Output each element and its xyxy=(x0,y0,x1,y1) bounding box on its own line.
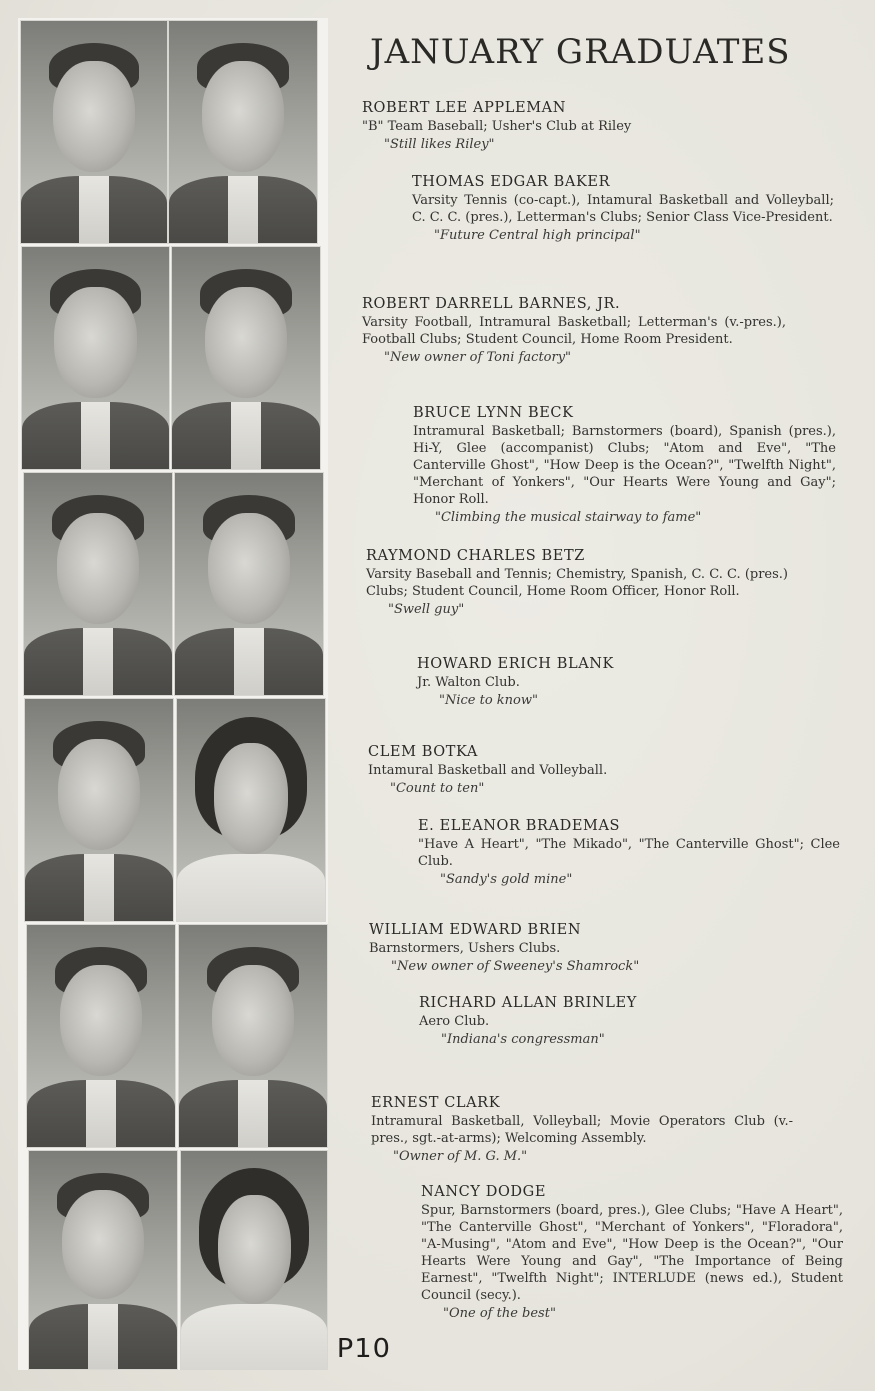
graduate-quote: "Future Central high principal" xyxy=(434,228,641,243)
graduate-name: RICHARD ALLAN BRINLEY xyxy=(419,995,637,1011)
portrait-photo xyxy=(168,20,318,244)
page-title: JANUARY GRADUATES xyxy=(370,32,791,72)
graduate-name: CLEM BOTKA xyxy=(368,744,478,760)
graduate-activities: Intamural Basketball and Volleyball. xyxy=(368,763,608,778)
portrait-photo xyxy=(178,924,328,1148)
portrait-photo xyxy=(26,924,176,1148)
graduate-quote: "New owner of Toni factory" xyxy=(384,350,572,365)
photo-column xyxy=(18,18,328,1370)
graduate-activities: "Have A Heart", "The Mikado", "The Canterville Ghost"; Clee Club. xyxy=(418,837,840,869)
graduate-entry xyxy=(369,920,789,976)
portrait-photo xyxy=(176,698,326,922)
portrait-photo xyxy=(180,1150,328,1370)
graduate-entry xyxy=(421,1182,843,1323)
graduate-quote: "Climbing the musical stairway to fame" xyxy=(435,510,702,525)
graduate-name: ROBERT DARRELL BARNES, JR. xyxy=(362,296,621,312)
graduate-entry xyxy=(412,172,834,245)
page-number-mark: P10 xyxy=(336,1334,392,1364)
graduate-activities: Varsity Baseball and Tennis; Chemistry, Spanish, C. C. C. (pres.) Clubs; Student Council, Home Room Officer, Honor Roll. xyxy=(366,567,788,599)
graduate-activities: Intramural Basketball, Volleyball; Movie Operators Club (v.-pres., sgt.-at-arms); Welcoming Assembly. xyxy=(371,1114,793,1146)
graduate-quote: "Still likes Riley" xyxy=(384,137,495,152)
graduate-quote: "Count to ten" xyxy=(390,781,485,796)
graduate-quote: "Owner of M. G. M." xyxy=(393,1149,528,1164)
portrait-photo xyxy=(174,472,324,696)
graduate-entry xyxy=(418,816,840,889)
graduate-name: ROBERT LEE APPLEMAN xyxy=(362,100,566,116)
graduate-name: RAYMOND CHARLES BETZ xyxy=(366,548,585,564)
graduate-name: ERNEST CLARK xyxy=(371,1095,501,1111)
graduate-quote: "Nice to know" xyxy=(439,693,538,708)
graduate-quote: "Swell guy" xyxy=(388,602,465,617)
graduate-name: THOMAS EDGAR BAKER xyxy=(412,174,611,190)
graduate-entry xyxy=(362,98,822,154)
graduate-activities: Varsity Tennis (co-capt.), Intamural Basketball and Volleyball; C. C. C. (pres.), Letterman's Clubs; Senior Class Vice-President. xyxy=(412,193,834,225)
graduate-name: HOWARD ERICH BLANK xyxy=(417,656,614,672)
portrait-photo xyxy=(28,1150,178,1370)
graduate-entry xyxy=(371,1093,793,1166)
graduate-quote: "New owner of Sweeney's Shamrock" xyxy=(391,959,640,974)
graduate-activities: Spur, Barnstormers (board, pres.), Glee Clubs; "Have A Heart", "The Canterville Ghost", "Merchant of Yonkers", "Floradora", "A-Musing", "Atom and Eve", "How Deep is the Ocean?", "Our Hearts Were Young and Gay", "The Importance of Being Earnest", "Twelfth Night"; INTERLUDE (news ed.), Student Council (secy.). xyxy=(421,1203,843,1303)
portrait-photo xyxy=(24,698,174,922)
graduate-activities: "B" Team Baseball; Usher's Club at Riley xyxy=(362,119,632,134)
graduate-activities: Intramural Basketball; Barnstormers (board), Spanish (pres.), Hi-Y, Glee (accompanist) Clubs; "Atom and Eve", "The Canterville Ghost", "How Deep is the Ocean?", "Twelfth Night", "Merchant of Yonkers", "Our Hearts Were Young and Gay"; Honor Roll. xyxy=(413,424,836,507)
graduate-activities: Aero Club. xyxy=(419,1014,490,1029)
graduate-quote: "Indiana's congressman" xyxy=(441,1032,605,1047)
graduate-entry xyxy=(419,993,819,1049)
graduate-activities: Barnstormers, Ushers Clubs. xyxy=(369,941,561,956)
portrait-photo xyxy=(171,246,321,470)
graduate-name: WILLIAM EDWARD BRIEN xyxy=(369,922,582,938)
graduate-activities: Jr. Walton Club. xyxy=(417,675,520,690)
graduate-entry xyxy=(366,546,788,619)
portrait-photo xyxy=(20,20,168,244)
portrait-photo xyxy=(21,246,170,470)
graduate-quote: "Sandy's gold mine" xyxy=(440,872,573,887)
graduate-entry xyxy=(413,403,836,527)
portrait-photo xyxy=(23,472,173,696)
graduate-quote: "One of the best" xyxy=(443,1306,556,1321)
graduate-entry xyxy=(368,742,788,798)
graduate-activities: Varsity Football, Intramural Basketball; Letterman's (v.-pres.), Football Clubs; Student Council, Home Room President. xyxy=(362,315,786,347)
graduate-name: BRUCE LYNN BECK xyxy=(413,405,574,421)
graduate-entry xyxy=(362,294,786,367)
graduate-entry xyxy=(417,654,817,710)
graduate-name: NANCY DODGE xyxy=(421,1184,547,1200)
graduate-name: E. ELEANOR BRADEMAS xyxy=(418,818,621,834)
